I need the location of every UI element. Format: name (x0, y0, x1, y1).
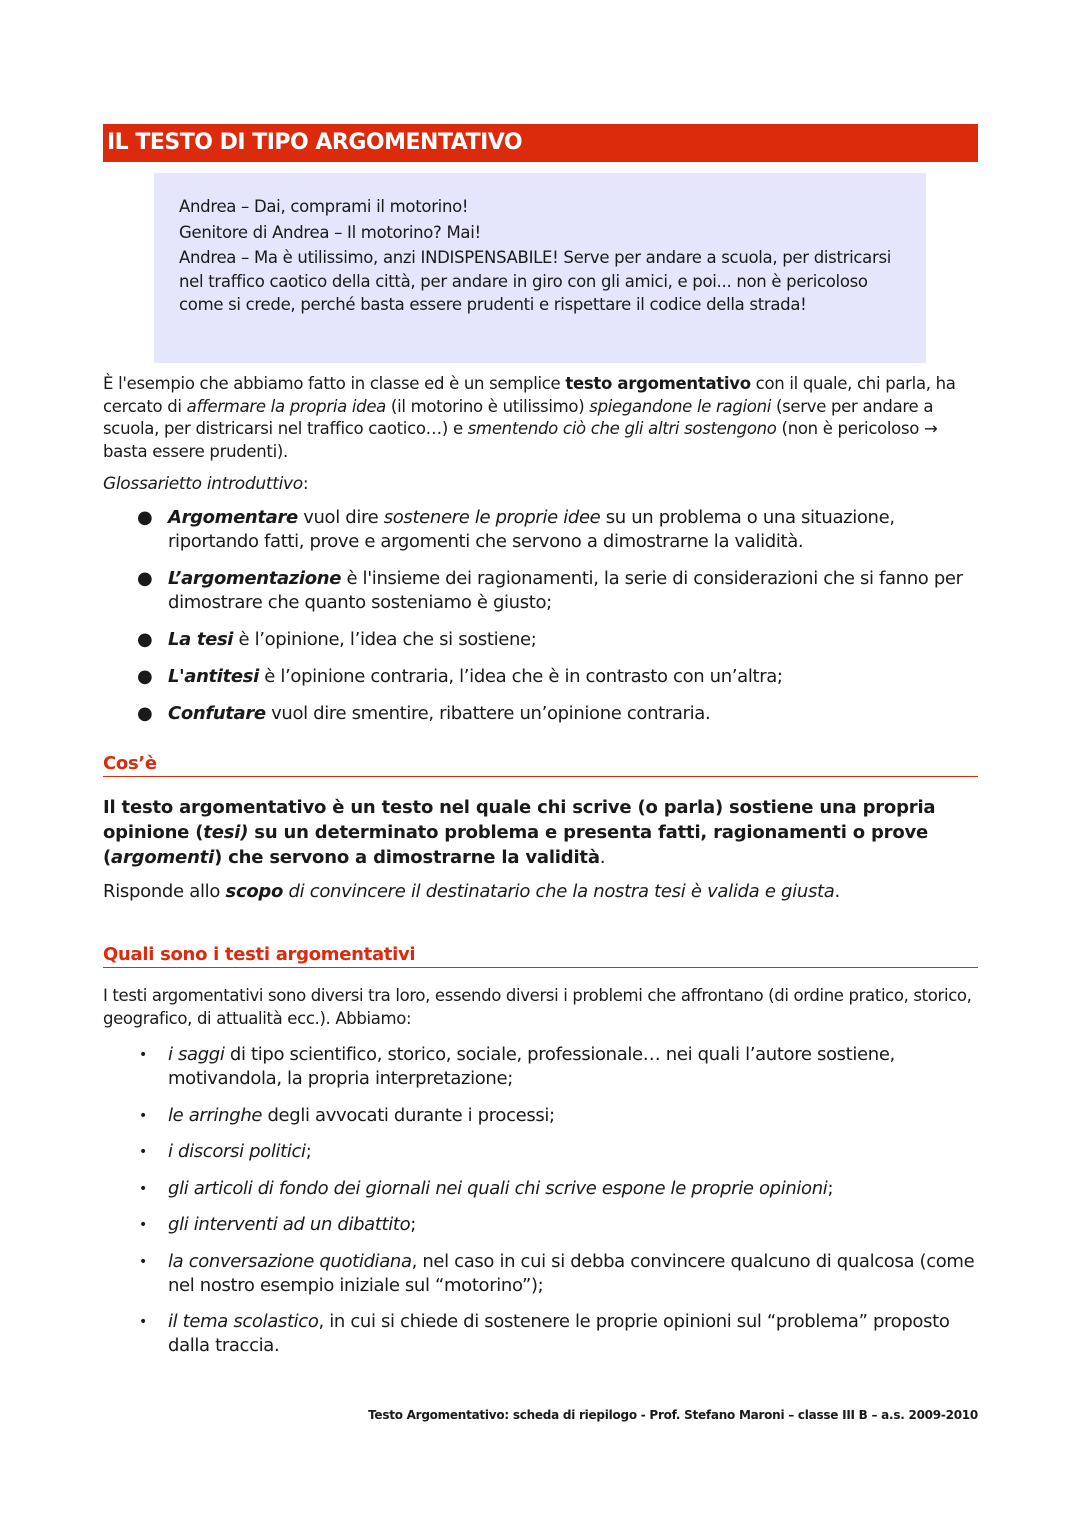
definition-text: su un determinato problema e presenta fatti, ragionamenti o prove ( (103, 822, 929, 868)
dialog-box (154, 173, 926, 363)
glossary-term: Confutare (168, 703, 266, 724)
definition-period: . (599, 847, 606, 868)
section-heading-cose: Cos’è (103, 753, 978, 777)
types-em: la conversazione quotidiana (168, 1250, 412, 1272)
types-em: gli interventi ad un dibattito (168, 1214, 411, 1235)
types-item (103, 1177, 978, 1201)
bullet-icon: • (139, 1047, 147, 1063)
section-heading-quali: Quali sono i testi argomentativi (103, 944, 978, 968)
glossary-text: è l’opinione contraria, l’idea che è in contrasto con un’altra; (258, 666, 783, 687)
types-item (103, 1043, 978, 1091)
types-text: , in cui si chiede di sostenere le proprie opinioni sul “problema” proposto dalla traccia. (168, 1311, 950, 1356)
glossary-text: vuol dire smentire, ribattere un’opinione contraria. (265, 703, 711, 724)
glossary-item (103, 567, 978, 615)
intro-text: con il quale, chi parla, ha cercato di (103, 374, 956, 416)
types-text: ; (410, 1214, 417, 1235)
scopo-bold: scopo (225, 881, 284, 902)
definition-italic: argomenti (111, 847, 215, 868)
bullet-icon: ● (137, 703, 153, 724)
types-list (103, 1043, 978, 1358)
glossary-title-text: Glossarietto introduttivo (103, 474, 303, 494)
glossary-em: sostenere le proprie idee (383, 507, 601, 528)
definition-text: ) che servono a dimostrarne la validità (214, 847, 600, 868)
glossary-term: L'antitesi (168, 666, 259, 687)
types-item (103, 1250, 978, 1298)
glossary-title (103, 474, 978, 494)
types-em: i saggi (168, 1044, 225, 1065)
intro-paragraph (103, 373, 978, 463)
glossary-title-colon: : (302, 474, 309, 494)
types-text: di tipo scientifico, storico, sociale, professionale… nei quali l’autore sostiene, motivandola, la propria interpretazione; (168, 1044, 895, 1089)
page-footer: Testo Argomentativo: scheda di riepilogo - Prof. Stefano Maroni – classe III B – a.s. 2009-2010 (368, 1408, 978, 1422)
definition-paragraph (103, 795, 978, 870)
definition-italic: tesi) (203, 822, 249, 843)
types-item (103, 1213, 978, 1237)
bullet-icon: • (139, 1253, 147, 1270)
scopo-paragraph (103, 879, 978, 904)
intro-text: (serve per andare a scuola, per districarsi nel traffico caotico…) e (103, 396, 934, 438)
dialog-line: Andrea – Ma è utilissimo, anzi INDISPENSABILE! Serve per andare a scuola, per districarsi nel traffico caotico della città, per andare in giro con gli amici, e poi... non è pericoloso come si crede, perché basta essere prudenti e rispettare il codice della strada! (179, 248, 892, 314)
bullet-icon: • (139, 1107, 147, 1124)
glossary-text: è l'insieme dei ragionamenti, la serie di considerazioni che si fanno per dimostrare che quanto sosteniamo è giusto; (168, 568, 963, 613)
bullet-icon: ● (137, 629, 153, 650)
bullet-icon: ● (137, 507, 153, 528)
glossary-term: La tesi (168, 629, 234, 650)
intro-text: È l'esempio che abbiamo fatto in classe ed è un semplice (103, 374, 566, 393)
scopo-italic: di convincere il destinatario che la nostra tesi è valida e giusta (283, 881, 835, 902)
bullet-icon: • (139, 1144, 147, 1160)
types-em: gli articoli di fondo dei giornali nei quali chi scrive espone le proprie opinioni (168, 1177, 828, 1199)
intro-text: (non è pericoloso → basta essere prudenti). (103, 419, 938, 461)
intro-italic: smentendo ciò che gli altri sostengono (467, 419, 777, 438)
types-em: i discorsi politici (168, 1141, 306, 1162)
types-em: le arringhe (168, 1104, 263, 1126)
glossary-text: è l’opinione, l’idea che si sostiene; (233, 629, 537, 650)
types-item (103, 1104, 978, 1128)
page-title: IL TESTO DI TIPO ARGOMENTATIVO (103, 124, 978, 162)
glossary-text: su un problema o una situazione, riportando fatti, prove e argomenti che servono a dimostrarne la validità. (168, 507, 895, 552)
glossary-item (103, 702, 978, 726)
bullet-icon: ● (137, 568, 153, 589)
types-text: , nel caso in cui si debba convincere qualcuno di qualcosa (come nel nostro esempio iniziale sul “motorino”); (168, 1250, 975, 1296)
glossary-item (103, 506, 978, 554)
types-text: degli avvocati durante i processi; (262, 1104, 555, 1126)
intro-bold: testo argomentativo (565, 374, 751, 393)
bullet-icon: ● (137, 666, 153, 687)
glossary-text: vuol dire (297, 507, 384, 528)
definition-text: Il testo argomentativo è un testo nel quale chi scrive (o parla) sostiene una propria opinione ( (103, 797, 936, 843)
types-item (103, 1140, 978, 1164)
glossary-term: Argomentare (168, 507, 298, 528)
glossary-term: L’argomentazione (168, 568, 342, 589)
glossary-item (103, 628, 978, 652)
glossary-item (103, 665, 978, 689)
types-text: ; (305, 1141, 312, 1162)
dialog-line: Genitore di Andrea – Il motorino? Mai! (179, 222, 481, 242)
intro-italic: spiegandone le ragioni (589, 396, 772, 416)
bullet-icon: • (139, 1217, 147, 1233)
intro-text: (il motorino è utilissimo) (385, 396, 590, 416)
types-text: ; (827, 1177, 834, 1199)
types-em: il tema scolastico (168, 1311, 319, 1332)
intro-italic: affermare la propria idea (186, 396, 386, 416)
bullet-icon: • (139, 1180, 147, 1197)
types-item (103, 1310, 978, 1358)
dialog-line: Andrea – Dai, comprami il motorino! (179, 197, 469, 216)
types-intro: I testi argomentativi sono diversi tra loro, essendo diversi i problemi che affrontano (di ordine pratico, storico, geografico, di attualità ecc.). Abbiamo: (103, 986, 972, 1028)
glossary-list (103, 506, 978, 726)
scopo-text: . (834, 881, 840, 902)
bullet-icon: • (139, 1314, 147, 1330)
scopo-text: Risponde allo (103, 881, 226, 902)
document-page (103, 124, 978, 1371)
